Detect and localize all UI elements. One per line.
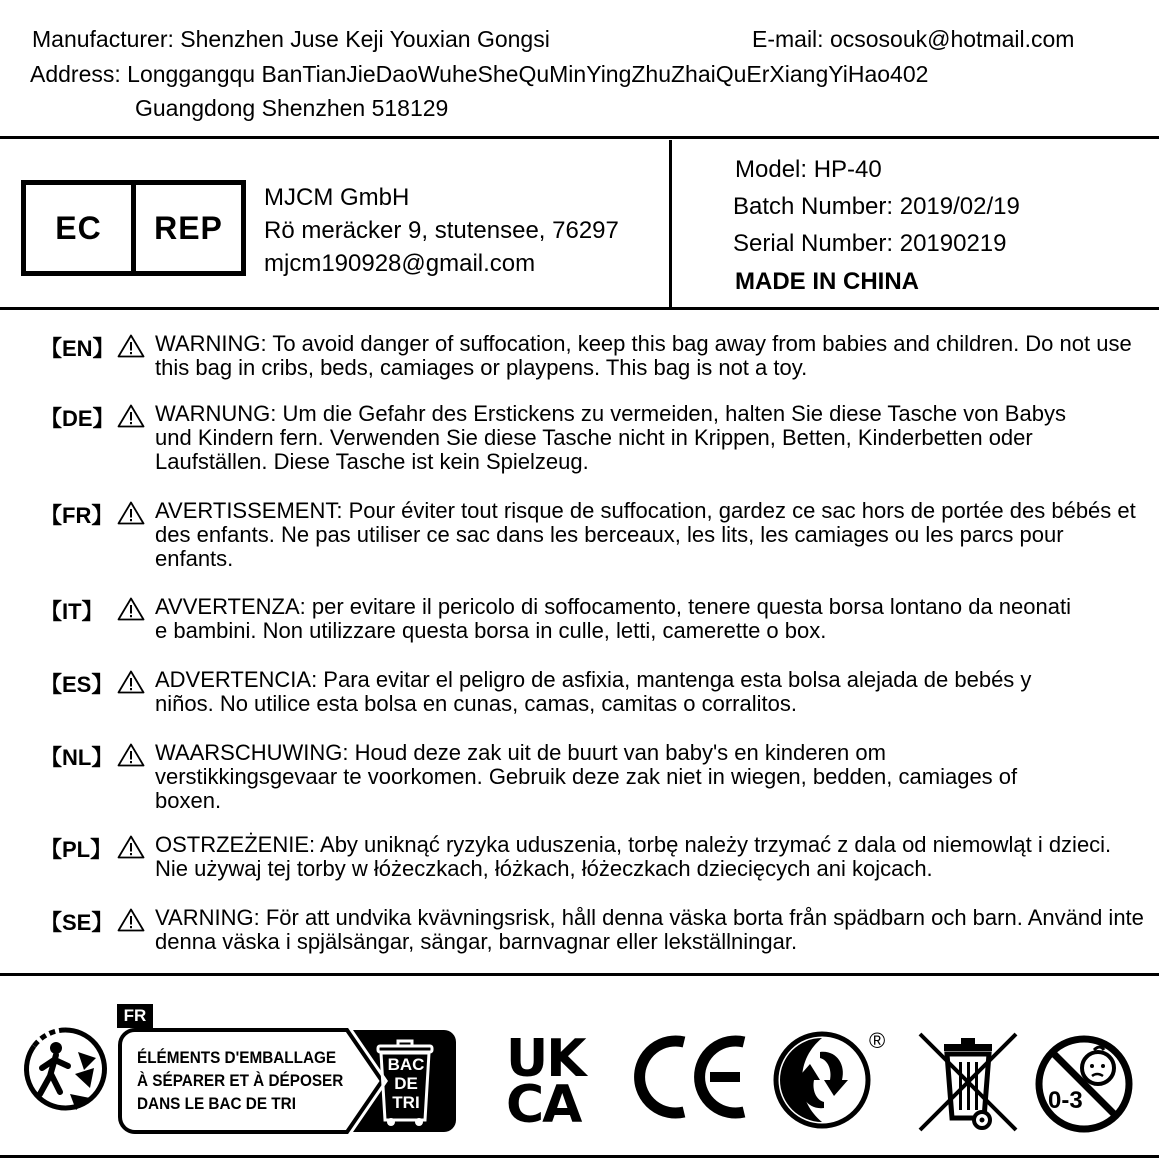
language-code: 【ES】	[40, 672, 114, 697]
warning-triangle-icon	[117, 835, 145, 859]
ec-label: EC	[55, 209, 102, 246]
warning-text: ADVERTENCIA: Para evitar el peligro de asfixia, mantenga esta bolsa alejada de bebés y niños. No utilice esta bolsa en cunas, camas, camitas o corralitos.	[155, 667, 1032, 716]
age-warning-icon	[1034, 1034, 1134, 1134]
fr-tag: FR	[117, 1004, 153, 1028]
language-code: 【IT】	[40, 599, 104, 624]
warning-triangle-icon	[117, 404, 145, 428]
divider	[0, 307, 1159, 310]
warning-text: WARNING: To avoid danger of suffocation, keep this bag away from babies and children. Do not use this bag in cribs, beds, camiages or playpens. This bag is not a toy.	[155, 331, 1132, 380]
address-line-1: Address: Longgangqu BanTianJieDaoWuheSheQuMinYingZhuZhaiQuErXiangYiHao402	[30, 61, 929, 87]
language-code: 【DE】	[40, 406, 115, 431]
divider	[0, 136, 1159, 139]
ec-rep-symbol	[21, 180, 246, 276]
triman-line-3: DANS LE BAC DE TRI	[137, 1094, 296, 1113]
manufacturer-header	[0, 0, 1159, 138]
warning-triangle-icon	[117, 597, 145, 621]
language-code: 【FR】	[40, 503, 114, 528]
green-dot-icon	[772, 1030, 872, 1130]
warning-text: OSTRZEŻENIE: Aby uniknąć ryzyka uduszenia, torbę należy trzymać z dala od niemowląt i dzieci. Nie używaj tej torby w łóżeczkach, łóżkach, łóżeczkach dziecięcych ani kojcach.	[155, 832, 1112, 881]
warning-triangle-icon	[117, 743, 145, 767]
vertical-divider	[669, 140, 672, 308]
age-label: 0-3	[1048, 1087, 1083, 1114]
language-code: 【PL】	[40, 837, 113, 862]
warning-text: VARNING: För att undvika kvävningsrisk, håll denna väska borta från spädbarn och barn. Använd inte denna väska i spjälsängar, sängar, barnvagnar eller lekställningar.	[155, 905, 1144, 954]
rep-label: REP	[154, 209, 223, 246]
warning-text: WAARSCHUWING: Houd deze zak uit de buurt van baby's en kinderen om verstikkingsgevaar te voorkomen. Gebruik deze zak niet in wiegen, bedden, camiages of boxen.	[155, 740, 1018, 813]
triman-line-1: ÉLÉMENTS D'EMBALLAGE	[137, 1048, 337, 1067]
address-line-2: Guangdong Shenzhen 518129	[135, 95, 449, 121]
ukca-mark	[506, 1029, 606, 1135]
warning-text: AVERTISSEMENT: Pour éviter tout risque de suffocation, gardez ce sac hors de portée des bébés et des enfants. Ne pas utiliser ce sac dans les berceaux, les lits, les camiages ou les parcs pour enfants.	[155, 498, 1136, 571]
triman-icon	[20, 1024, 110, 1114]
manufacturer-name: Manufacturer: Shenzhen Juse Keji Youxian Gongsi	[32, 26, 550, 52]
warning-triangle-icon	[117, 908, 145, 932]
bin-line-2: DE	[394, 1074, 418, 1093]
bin-line-1: BAC	[387, 1055, 425, 1074]
triman-line-2: À SÉPARER ET À DÉPOSER	[137, 1071, 344, 1090]
warning-text: WARNUNG: Um die Gefahr des Erstickens zu vermeiden, halten Sie diese Tasche von Babys und Kindern fern. Verwenden Sie diese Tasche nicht in Krippen, Betten, Kinderbetten oder Laufställen. Diese Tasche ist kein Spielzeug.	[155, 401, 1066, 474]
no-child-icon	[1034, 1034, 1134, 1134]
ukca-top: UK	[506, 1029, 585, 1089]
rep-product-section	[0, 140, 1159, 308]
registered-mark: ®	[869, 1028, 886, 1053]
language-code: 【SE】	[40, 910, 114, 935]
divider	[0, 1155, 1159, 1158]
ce-mark-icon	[632, 1032, 752, 1122]
divider	[0, 973, 1159, 976]
manufacturer-email: E-mail: ocsosouk@hotmail.com	[752, 26, 1075, 52]
warning-triangle-icon	[117, 501, 145, 525]
serial-number: Serial Number: 20190219	[733, 230, 1007, 257]
warning-triangle-icon	[117, 334, 145, 358]
triman-text	[137, 1046, 343, 1115]
rep-street: Rö meräcker 9, stutensee, 76297	[264, 217, 619, 244]
warning-triangle-icon	[117, 670, 145, 694]
product-model: Model: HP-40	[735, 156, 882, 183]
rep-company: MJCM GmbH	[264, 184, 410, 211]
ukca-bottom: CA	[506, 1075, 581, 1135]
language-code: 【EN】	[40, 336, 115, 361]
made-in-china: MADE IN CHINA	[735, 268, 919, 295]
rep-email: mjcm190928@gmail.com	[264, 250, 536, 277]
batch-number: Batch Number: 2019/02/19	[733, 193, 1020, 220]
language-code: 【NL】	[40, 745, 114, 770]
warning-text: AVVERTENZA: per evitare il pericolo di soffocamento, tenere questa borsa lontano da neonati e bambini. Non utilizzare questa borsa in culle, letti, camerette o box.	[155, 594, 1071, 643]
crossed-out-bin-icon	[916, 1030, 1020, 1136]
bin-line-3: TRI	[392, 1093, 420, 1112]
bin-label	[384, 1055, 428, 1112]
